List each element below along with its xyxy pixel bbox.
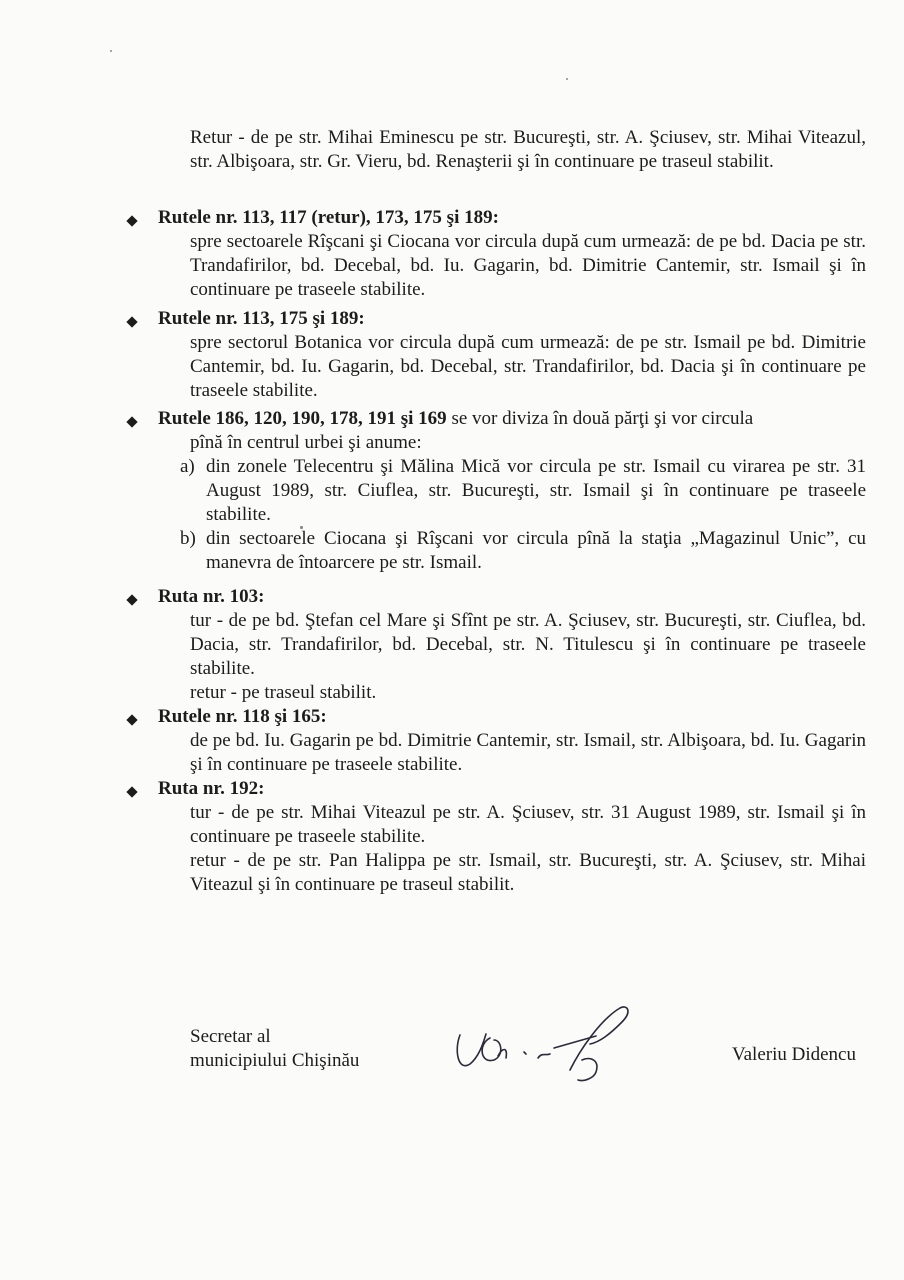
bullet-diamond-icon (126, 416, 137, 427)
route-body: de pe bd. Iu. Gagarin pe bd. Dimitrie Cantemir, str. Ismail, str. Albişoara, bd. Iu. Gagarin şi în continuare pe traseele stabilite. (190, 730, 866, 775)
bullet-diamond-icon (126, 316, 137, 327)
list-letter: a) (180, 456, 195, 477)
scan-speck (110, 50, 112, 52)
list-item: din zonele Telecentru şi Mălina Mică vor circula pe str. Ismail cu virarea pe str. 31 August 1989, str. Ciuflea, str. Bucureşti, str. Ismail şi în continuare pe traseele stabilite. (206, 456, 866, 525)
route-heading-line (158, 407, 868, 431)
route-body: tur - de pe str. Mihai Viteazul pe str. A. Şciusev, str. 31 August 1989, str. Ismail şi în continuare pe traseele stabilite. (190, 802, 866, 847)
bullet-diamond-icon (126, 786, 137, 797)
route-intro-line: pînă în centrul urbei şi anume: (190, 432, 422, 453)
list-letter: b) (180, 528, 196, 549)
list-item: din sectoarele Ciocana şi Rîşcani vor circula pînă la staţia „Magazinul Unic”, cu manevra de întoarcere pe str. Ismail. (206, 528, 866, 573)
handwritten-signature (450, 1000, 650, 1090)
route-body: retur - de pe str. Pan Halippa pe str. Ismail, str. Bucureşti, str. A. Şciusev, str. Mihai Viteazul şi în continuare pe traseul stabilit. (190, 850, 866, 895)
route-heading: Ruta nr. 192: (158, 778, 265, 799)
bullet-diamond-icon (126, 714, 137, 725)
route-heading: Rutele nr. 118 şi 165: (158, 706, 327, 727)
scan-speck (566, 78, 568, 80)
route-heading: Rutele nr. 113, 175 şi 189: (158, 308, 365, 329)
route-heading-rest: se vor diviza în două părţi şi vor circula (446, 408, 754, 429)
bullet-diamond-icon (126, 215, 137, 226)
route-heading: Ruta nr. 103: (158, 586, 265, 607)
route-heading: Rutele nr. 113, 117 (retur), 173, 175 şi 189: (158, 207, 499, 228)
route-body: tur - de pe bd. Ştefan cel Mare şi Sfînt pe str. A. Şciusev, str. Bucureşti, str. Ciuflea, bd. Dacia, str. Trandafirilor, bd. Decebal, str. N. Titulescu şi în continuare pe traseele stabilite. (190, 610, 866, 679)
signatory-role: Secretar al (190, 1026, 271, 1047)
route-heading: Rutele 186, 120, 190, 178, 191 şi 169 (158, 408, 447, 429)
intro-paragraph: Retur - de pe str. Mihai Eminescu pe str. Bucureşti, str. A. Şciusev, str. Mihai Viteazul, str. Albişoara, str. Gr. Vieru, bd. Renaşterii şi în continuare pe traseul stabilit. (190, 127, 866, 172)
route-body: spre sectorul Botanica vor circula după cum urmează: de pe str. Ismail pe bd. Dimitrie Cantemir, bd. Iu. Gagarin, bd. Decebal, str. Trandafirilor, bd. Dacia şi în continuare pe traseele stabilite. (190, 332, 866, 401)
signatory-name: Valeriu Didencu (732, 1044, 856, 1065)
route-body: spre sectoarele Rîşcani şi Ciocana vor circula după cum urmează: de pe bd. Dacia pe str. Trandafirilor, bd. Decebal, bd. Iu. Gagarin, bd. Dimitrie Cantemir, str. Ismail şi în continuare pe traseele stabilite. (190, 231, 866, 300)
route-body: retur - pe traseul stabilit. (190, 682, 377, 703)
signatory-role: municipiului Chişinău (190, 1050, 360, 1071)
bullet-diamond-icon (126, 594, 137, 605)
